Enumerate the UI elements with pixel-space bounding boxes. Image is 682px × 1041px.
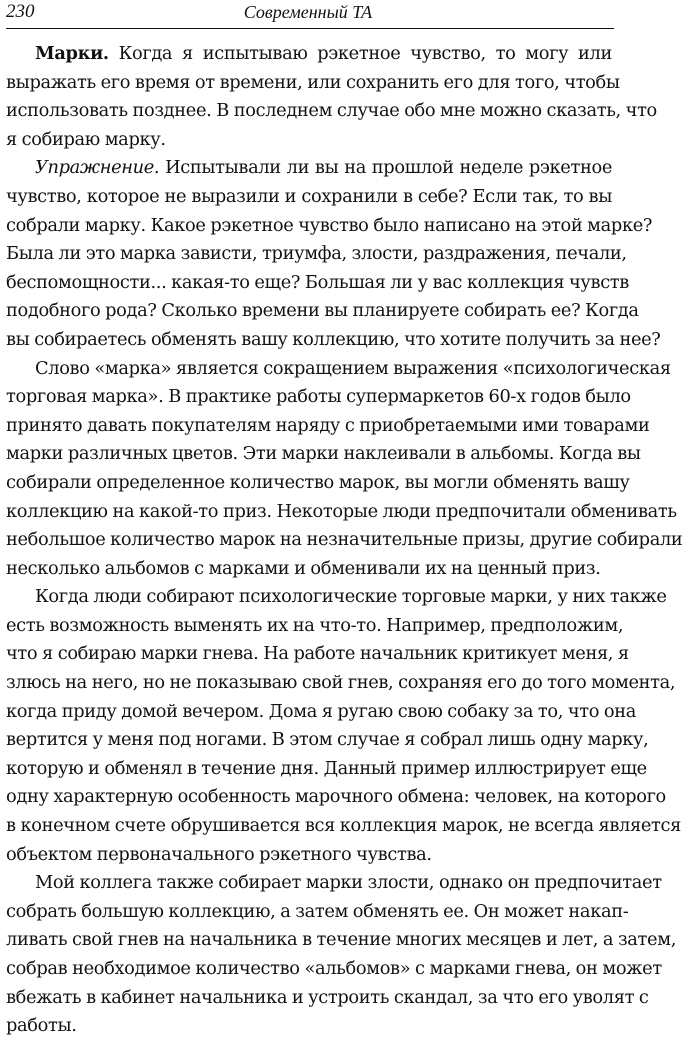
body-text [6, 40, 682, 1041]
text-line: есть возможность выменять их на что-то. Например, предположим, [6, 614, 624, 636]
page-number: 230 [6, 1, 35, 22]
text-line: собирали определенное количество марок, вы могли обменять вашу [6, 471, 630, 493]
text-line: Слово «марка» является сокращением выражения «психологическая [35, 357, 671, 379]
paragraph-heading: Марки. [35, 43, 109, 64]
text-line: что я собираю марки гнева. На работе начальник критикует меня, я [6, 643, 629, 665]
text-line: несколько альбомов с марками и обменивали их на ценный приз. [6, 557, 601, 579]
page-header [6, 0, 610, 30]
text-line: вбежать в кабинет начальника и устроить скандал, за что его уволят с [6, 986, 649, 1008]
line-text: Когда я испытываю рэкетное чувство, то могу или [108, 43, 612, 64]
text-line: собрав необходимое количество «альбомов» с марками гнева, он может [6, 958, 662, 979]
running-title: Современный ТА [243, 2, 373, 22]
text-line: использовать позднее. В последнем случае обо мне можно сказать, что [6, 100, 657, 122]
text-line: небольшое количество марок на незначительные призы, другие собирали [6, 529, 682, 551]
text-line: злюсь на него, но не показываю свой гнев, сохраняя его до того момента, [6, 672, 676, 694]
paragraph-word-origin [6, 355, 682, 584]
text-line: Когда люди собирают психологические торговые марки, у них также [35, 586, 667, 608]
text-line: Была ли это марка зависти, триумфа, злости, раздражения, печали, [6, 243, 627, 265]
text-line: которую и обменял в течение дня. Данный пример иллюстрирует еще [6, 757, 647, 779]
line-text: Испытывали ли вы на прошлой неделе рэкетное [159, 157, 612, 179]
text-line: торговая марка». В практике работы супермаркетов 60-х годов было [6, 386, 631, 408]
text-line: чувство, которое не выразили и сохранили в себе? Если так, то вы [6, 185, 612, 207]
text-line: вертится у меня под ногами. В этом случае я собрал лишь одну марку, [6, 729, 649, 751]
paragraph-exercise [6, 154, 661, 354]
text-line: собрать большую коллекцию, а затем обменять ее. Он может накап- [6, 900, 629, 922]
text-line: собрали марку. Какое рэкетное чувство было написано на этой марке? [6, 214, 653, 236]
text-line: подобного рода? Сколько времени вы планируете собирать ее? Когда [6, 300, 639, 322]
text-line: ливать свой гнев на начальника в течение многих месяцев и лет, а затем, [6, 929, 676, 951]
text-line [6, 154, 612, 183]
paragraph-exchange [6, 583, 681, 869]
text-line: работы. [6, 1015, 77, 1037]
text-line: я собираю марку. [6, 128, 166, 150]
text-line: вы собираетесь обменять вашу коллекцию, что хотите получить за нее? [6, 328, 661, 350]
paragraph-stamps [6, 40, 657, 154]
text-line: в конечном счете обрушивается вся коллекция марок, не всегда является [6, 815, 681, 837]
exercise-label: Упражнение. [35, 157, 160, 179]
paragraph-colleague [6, 869, 676, 1041]
text-line: принято давать покупателям наряду с приобретаемыми ими товарами [6, 414, 650, 436]
header-rule [6, 28, 614, 29]
text-line: беспомощности... какая-то еще? Большая ли у вас коллекция чувств [6, 271, 629, 293]
text-line: одну характерную особенность марочного обмена: человек, на которого [6, 786, 666, 808]
text-line: Мой коллега также собирает марки злости, однако он предпочитает [35, 872, 662, 894]
text-line: выражать его время от времени, или сохранить его для того, чтобы [6, 71, 620, 93]
text-line: объектом первоначального рэкетного чувства. [6, 843, 432, 865]
text-line: марки различных цветов. Эти марки наклеивали в альбомы. Когда вы [6, 443, 641, 465]
text-line: коллекцию на какой-то приз. Некоторые люди предпочитали обменивать [6, 500, 677, 522]
text-line: когда приду домой вечером. Дома я ругаю свою собаку за то, что она [6, 700, 637, 722]
text-line [6, 40, 612, 69]
